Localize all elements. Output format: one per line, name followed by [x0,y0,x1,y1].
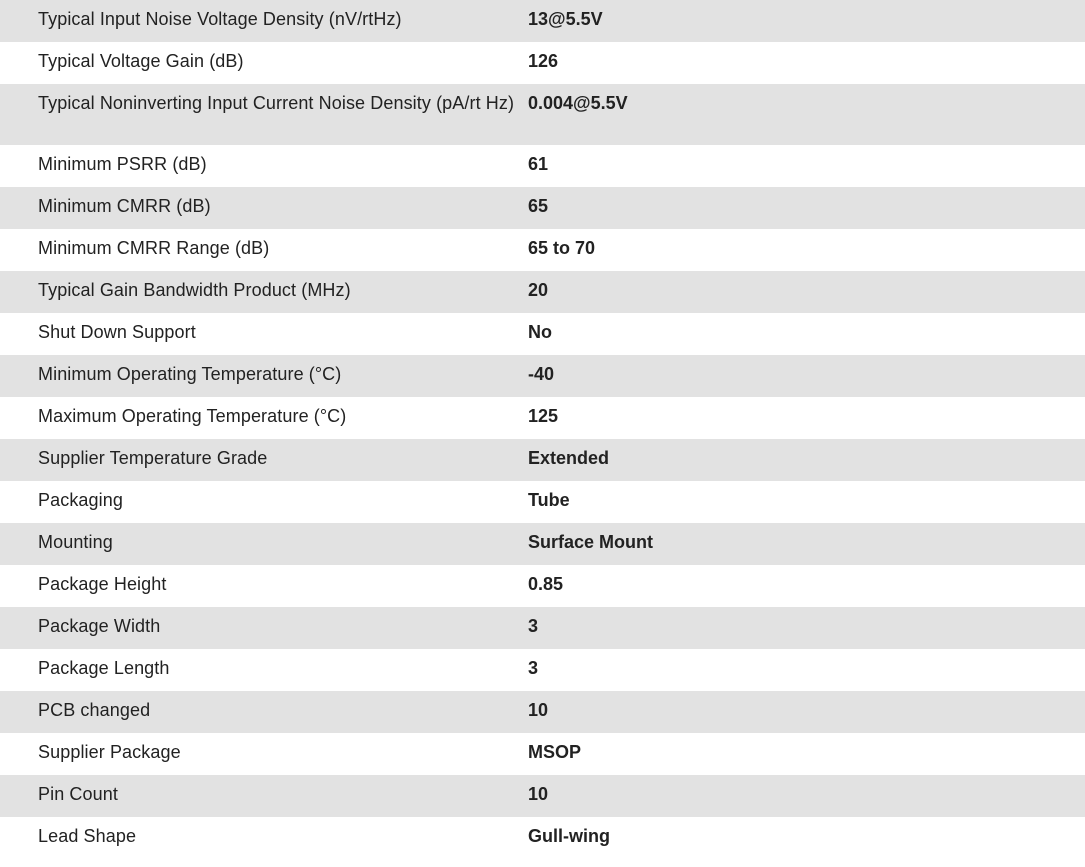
spec-value: 0.85 [528,574,564,594]
table-row [0,355,1085,397]
spec-label: Shut Down Support [38,322,196,342]
spec-value: 13@5.5V [528,9,603,29]
spec-label: Package Length [38,658,170,678]
table-row [0,775,1085,817]
spec-label: Minimum PSRR (dB) [38,154,207,174]
table-row [0,229,1085,271]
table-row [0,481,1085,523]
table-row [0,0,1085,42]
table-row [0,691,1085,733]
table-row [0,523,1085,565]
spec-value: MSOP [528,742,582,762]
table-row [0,271,1085,313]
spec-label: Minimum CMRR (dB) [38,196,211,216]
spec-label: Lead Shape [38,826,137,846]
spec-label: Typical Voltage Gain (dB) [38,51,244,71]
spec-label: Minimum Operating Temperature (°C) [38,364,342,384]
spec-value: Surface Mount [528,532,654,552]
table-row [0,607,1085,649]
spec-value: 0.004@5.5V [528,93,628,113]
spec-label: Maximum Operating Temperature (°C) [38,406,347,426]
spec-value: 10 [528,700,549,720]
spec-value: 3 [528,616,539,636]
table-row [0,817,1085,859]
spec-label: Typical Input Noise Voltage Density (nV/rtHz) [38,9,402,29]
spec-value: 126 [528,51,559,71]
spec-value: 20 [528,280,549,300]
table-row [0,187,1085,229]
spec-value: Gull-wing [528,826,610,846]
spec-label: Minimum CMRR Range (dB) [38,238,270,258]
spec-label: Typical Noninverting Input Current Noise Density (pA/rt Hz) [38,93,515,113]
table-row [0,649,1085,691]
spec-label: Typical Gain Bandwidth Product (MHz) [38,280,351,300]
spec-value: 65 to 70 [528,238,596,258]
spec-label: Pin Count [38,784,118,804]
table-row [0,439,1085,481]
table-row [0,84,1085,145]
spec-value: Extended [528,448,610,468]
spec-value: 3 [528,658,539,678]
spec-value: Tube [528,490,570,510]
spec-label: Package Width [38,616,161,636]
spec-value: 61 [528,154,549,174]
spec-value: No [528,322,552,342]
spec-label: Supplier Temperature Grade [38,448,268,468]
spec-label: Package Height [38,574,167,594]
spec-value: -40 [528,364,555,384]
table-row [0,42,1085,84]
table-row [0,565,1085,607]
spec-label: PCB changed [38,700,151,720]
spec-label: Supplier Package [38,742,181,762]
table-row [0,145,1085,187]
spec-value: 125 [528,406,559,426]
table-row [0,313,1085,355]
spec-value: 10 [528,784,549,804]
spec-label: Mounting [38,532,113,552]
table-row [0,733,1085,775]
table-row [0,397,1085,439]
spec-label: Packaging [38,490,123,510]
spec-value: 65 [528,196,549,216]
